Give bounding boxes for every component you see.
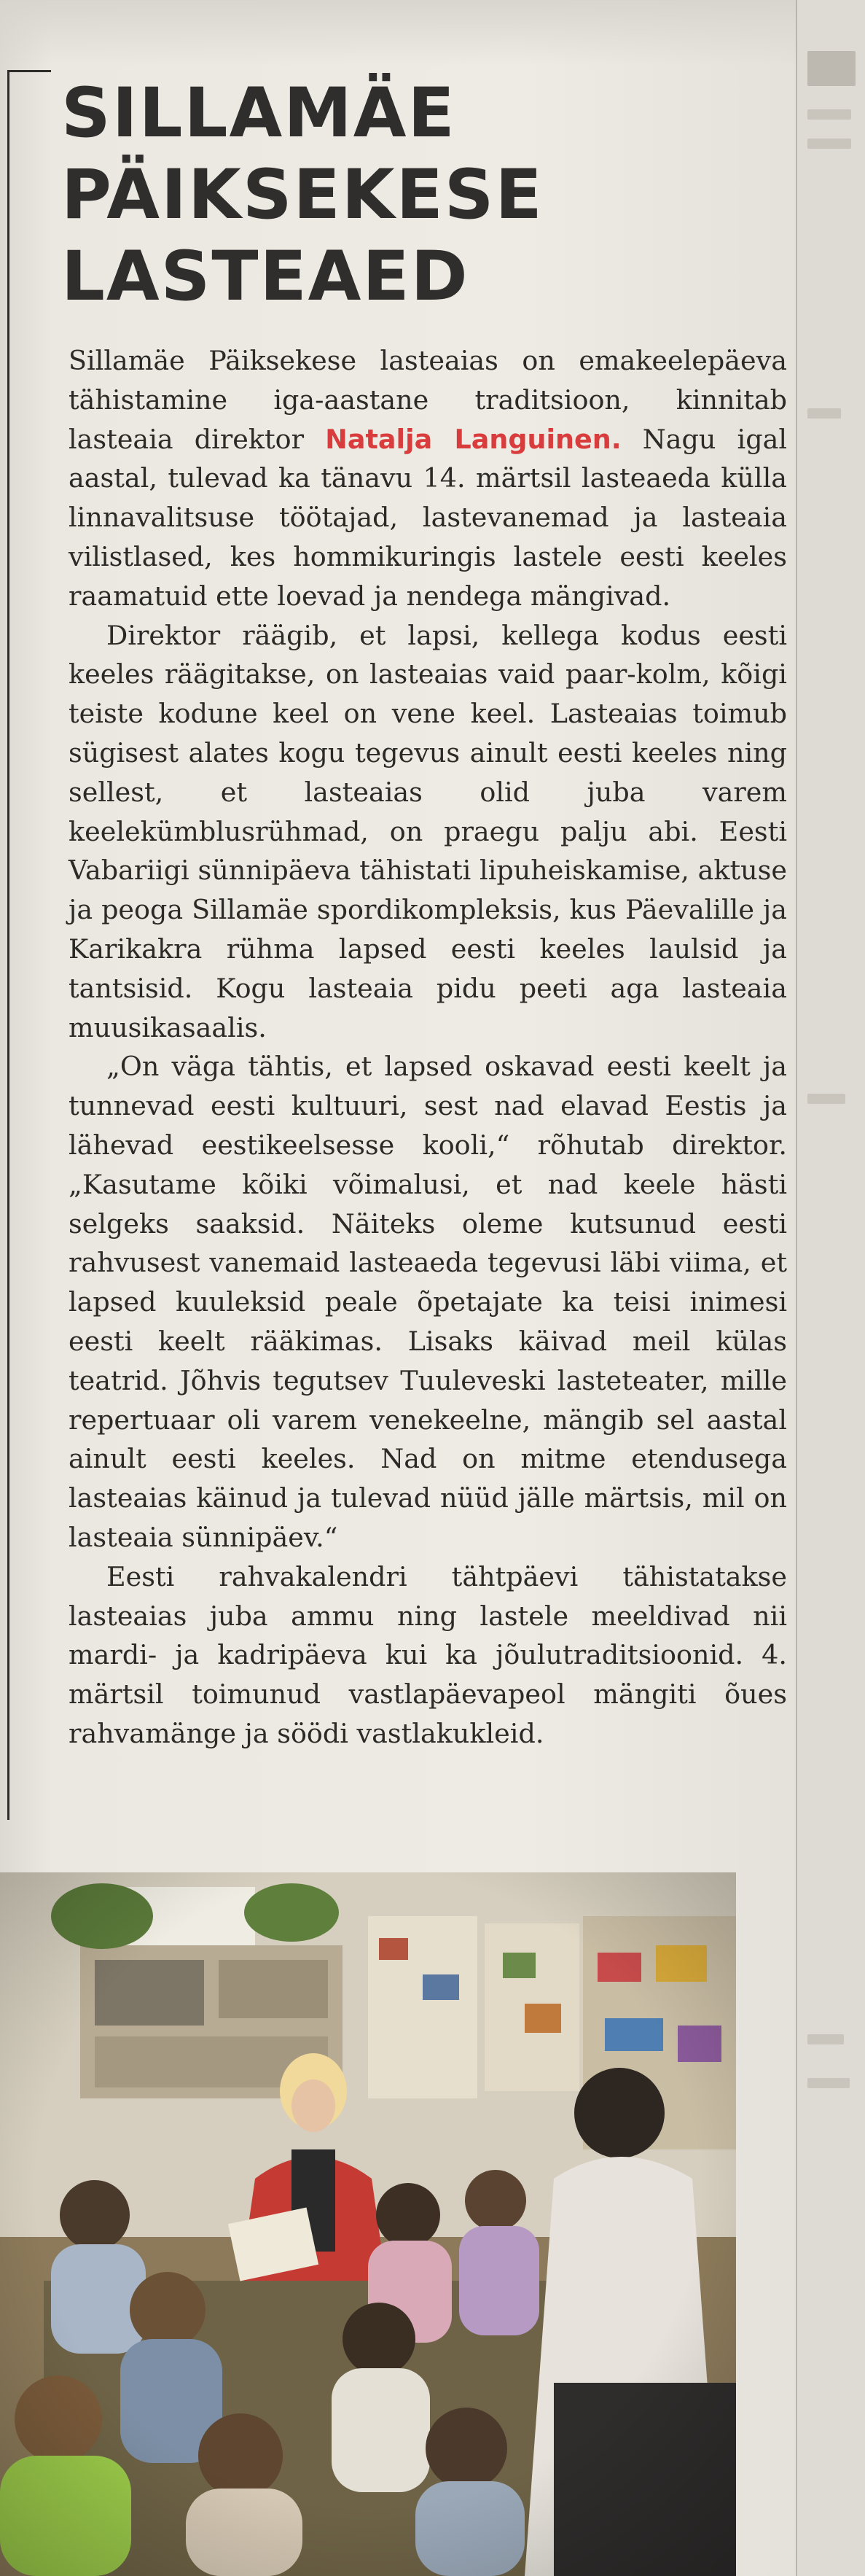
paragraph-2: Direktor räägib, et lapsi, kellega kodus eesti keeles räägitakse, on lasteaias vaid paar-kolm, kõigi teiste kodune keel on vene keel. Lasteaias toimub sügisest alates kogu tegevus ainult eesti keeles ning sellest, et lasteaias olid juba varem keelekümblusrühmad, on praegu palju abi. Eesti Vabariigi sünnipäeva tähistati lipuheiskamise, aktuse ja peoga Sillamäe spordikompleksis, kus Päevalille ja Karikakra rühma lapsed eesti keeles laulsid ja tantsisid. Kogu lasteaia pidu peeti aga lasteaia muusikasaalis. [69, 619, 787, 1043]
photo-vignette [0, 1872, 736, 2576]
paragraph-4: Eesti rahvakalendri tähtpäevi tähistatakse lasteaias juba ammu ning lastele meeldivad nii mardi- ja kadripäeva kui ka jõulutraditsioonid. 4. märtsil toimunud vastlapäevapeol mängiti õues rahvamänge ja söödi vastlakukleid. [69, 1560, 787, 1749]
classroom-photo-illustration [0, 1872, 736, 2576]
paragraph-1 [69, 341, 787, 616]
article-body [69, 341, 787, 1754]
bleed-through-header [0, 0, 796, 66]
neighbor-text-fragment [807, 408, 841, 419]
article-frame-top [7, 70, 51, 72]
article-photo [0, 1872, 736, 2576]
paragraph-1-end: Nagu igal aastal, tulevad ka tänavu 14. märtsil lasteaeda külla linnavalitsuse töötajad, lastevanemad ja lasteaia vilistlased, kes hommikuringis lastele eesti keeles raamatuid ette loevad ja nendega mängivad. [69, 423, 787, 612]
neighbor-heading-fragment [807, 51, 856, 86]
paragraph-1-start: Sillamäe Päiksekese lasteaias on emakeelepäeva tähistamine iga-aastane traditsioon, kinnitab lasteaia direktor [69, 345, 787, 455]
director-name: Natalja Languinen. [325, 423, 622, 455]
article-headline [61, 73, 775, 318]
neighbor-text-fragment [807, 2078, 850, 2088]
headline-line-1: SILLAMÄE [61, 74, 456, 153]
neighbor-text-fragment [807, 139, 851, 149]
neighboring-column [796, 0, 865, 2576]
headline-line-2: PÄIKSEKESE [61, 155, 544, 235]
article-frame-rule [7, 70, 9, 1820]
neighbor-text-fragment [807, 109, 851, 120]
neighbor-text-fragment [807, 1094, 845, 1104]
headline-line-3: LASTEAED [61, 237, 469, 316]
neighbor-text-fragment [807, 2034, 844, 2044]
paragraph-3: „On väga tähtis, et lapsed oskavad eesti keelt ja tunnevad eesti kultuuri, sest nad elavad Eestis ja lähevad eestikeelsesse kooli,“ rõhutab direktor. „Kasutame kõiki võimalusi, et nad keele hästi selgeks saaksid. Näiteks oleme kutsunud eesti rahvusest vanemaid lasteaeda tegevusi läbi viima, et lapsed kuuleksid peale õpetajate ka teisi inimesi eesti keelt rääkimas. Lisaks käivad meil külas teatrid. Jõhvis tegutsev Tuuleveski lasteteater, mille repertuaar oli varem venekeelne, mängib sel aastal ainult eesti keeles. Nad on mitme etendusega lasteaias käinud ja tulevad nüüd jälle märtsis, mil on lasteaia sünnipäev.“ [69, 1051, 787, 1553]
